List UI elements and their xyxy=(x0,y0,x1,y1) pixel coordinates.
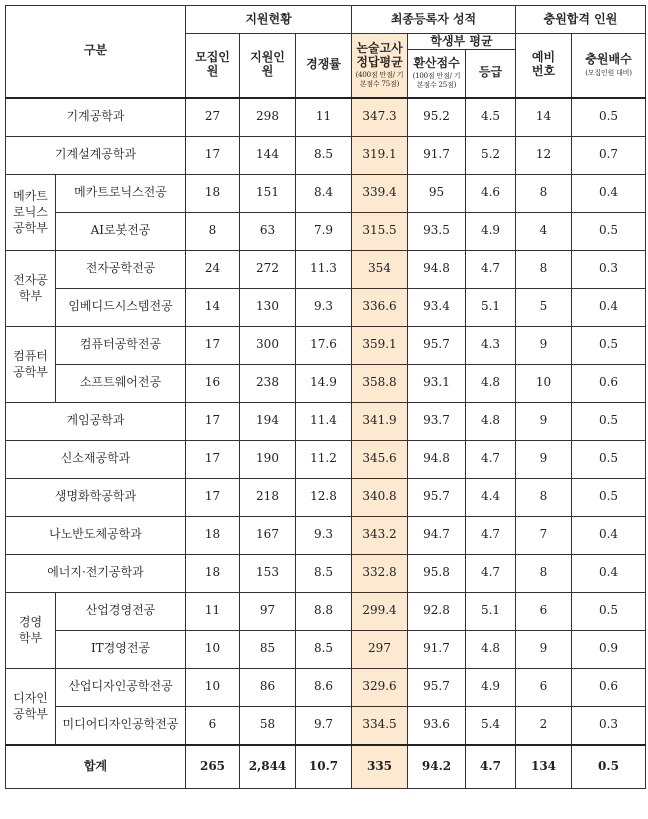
ratio-cell: 8.4 xyxy=(296,174,352,212)
converted-cell: 95.2 xyxy=(408,98,466,137)
reserve-cell: 9 xyxy=(516,402,572,440)
dept-name: 미디어디자인공학전공 xyxy=(56,706,186,745)
ratio-cell: 11.4 xyxy=(296,402,352,440)
group-mechatronics xyxy=(6,174,56,250)
table-row xyxy=(6,554,646,592)
applicants-cell: 218 xyxy=(240,478,296,516)
grade-cell: 4.8 xyxy=(466,364,516,402)
applicants-cell: 153 xyxy=(240,554,296,592)
converted-cell: 95.7 xyxy=(408,478,466,516)
mult-cell: 0.7 xyxy=(572,136,646,174)
mult-cell: 0.5 xyxy=(572,402,646,440)
mult-cell: 0.4 xyxy=(572,516,646,554)
recruit-cell: 17 xyxy=(186,136,240,174)
ratio-cell: 11 xyxy=(296,98,352,137)
dept-name: 기계설계공학과 xyxy=(6,136,186,174)
dept-name: 소프트웨어전공 xyxy=(56,364,186,402)
ratio-header xyxy=(572,34,646,98)
dept-name: 메카트로닉스전공 xyxy=(56,174,186,212)
converted-cell: 95 xyxy=(408,174,466,212)
ratio-cell: 9.7 xyxy=(296,706,352,745)
applicants-cell: 300 xyxy=(240,326,296,364)
reserve-cell: 9 xyxy=(516,326,572,364)
converted-header-title: 환산점수 xyxy=(413,56,460,71)
mult-cell: 0.3 xyxy=(572,250,646,288)
converted-header xyxy=(408,50,466,98)
recruit-header-text: 모집인원 xyxy=(195,50,230,79)
total-applicants: 2,844 xyxy=(240,745,296,789)
converted-cell: 91.7 xyxy=(408,136,466,174)
applicants-cell: 85 xyxy=(240,630,296,668)
total-converted: 94.2 xyxy=(408,745,466,789)
applicants-cell: 58 xyxy=(240,706,296,745)
hs-avg-header: 학생부 평균 xyxy=(408,34,516,50)
grade-cell: 5.1 xyxy=(466,288,516,326)
mult-cell: 0.6 xyxy=(572,668,646,706)
converted-cell: 93.1 xyxy=(408,364,466,402)
grade-cell: 4.9 xyxy=(466,668,516,706)
mult-cell: 0.5 xyxy=(572,440,646,478)
total-row xyxy=(6,745,646,789)
reserve-cell: 8 xyxy=(516,174,572,212)
essay-cell: 354 xyxy=(352,250,408,288)
group-label: 메카트로닉스공학부 xyxy=(13,188,48,236)
dept-name: 생명화학공학과 xyxy=(6,478,186,516)
converted-cell: 93.5 xyxy=(408,212,466,250)
admission-table-container xyxy=(5,5,646,789)
mult-cell: 0.3 xyxy=(572,706,646,745)
recruit-cell: 18 xyxy=(186,516,240,554)
grade-header: 등급 xyxy=(466,50,516,98)
applicants-cell: 190 xyxy=(240,440,296,478)
mult-cell: 0.5 xyxy=(572,592,646,630)
essay-cell: 319.1 xyxy=(352,136,408,174)
dept-name: 임베디드시스템전공 xyxy=(56,288,186,326)
mult-cell: 0.5 xyxy=(572,326,646,364)
applicants-cell: 86 xyxy=(240,668,296,706)
grade-cell: 4.4 xyxy=(466,478,516,516)
ratio-cell: 12.8 xyxy=(296,478,352,516)
total-reserve: 134 xyxy=(516,745,572,789)
grade-cell: 4.7 xyxy=(466,250,516,288)
dept-name: 게임공학과 xyxy=(6,402,186,440)
mult-cell: 0.5 xyxy=(572,478,646,516)
reserve-cell: 4 xyxy=(516,212,572,250)
recruit-cell: 6 xyxy=(186,706,240,745)
ratio-cell: 8.5 xyxy=(296,136,352,174)
group-electronics xyxy=(6,250,56,326)
group-label: 컴퓨터공학부 xyxy=(13,348,48,379)
essay-header-note: (400점 만점/ 기본점수 75점) xyxy=(355,70,404,88)
reserve-header xyxy=(516,34,572,98)
mult-cell: 0.4 xyxy=(572,554,646,592)
reserve-cell: 2 xyxy=(516,706,572,745)
recruit-cell: 8 xyxy=(186,212,240,250)
essay-header xyxy=(352,34,408,98)
applicants-cell: 151 xyxy=(240,174,296,212)
mult-cell: 0.6 xyxy=(572,364,646,402)
converted-cell: 94.8 xyxy=(408,440,466,478)
applicants-cell: 130 xyxy=(240,288,296,326)
essay-cell: 341.9 xyxy=(352,402,408,440)
ratio-cell: 11.3 xyxy=(296,250,352,288)
converted-cell: 95.8 xyxy=(408,554,466,592)
reserve-cell: 7 xyxy=(516,516,572,554)
dept-name: 나노반도체공학과 xyxy=(6,516,186,554)
ratio-cell: 8.8 xyxy=(296,592,352,630)
mult-cell: 0.5 xyxy=(572,212,646,250)
converted-cell: 95.7 xyxy=(408,668,466,706)
applicants-cell: 63 xyxy=(240,212,296,250)
dept-name: IT경영전공 xyxy=(56,630,186,668)
essay-cell: 297 xyxy=(352,630,408,668)
ratio-header-title: 충원배수 xyxy=(585,51,632,66)
recruit-cell: 18 xyxy=(186,554,240,592)
converted-cell: 91.7 xyxy=(408,630,466,668)
ratio-cell: 8.6 xyxy=(296,668,352,706)
dept-name: 에너지·전기공학과 xyxy=(6,554,186,592)
converted-cell: 93.7 xyxy=(408,402,466,440)
ratio-cell: 14.9 xyxy=(296,364,352,402)
converted-cell: 95.7 xyxy=(408,326,466,364)
total-recruit: 265 xyxy=(186,745,240,789)
dept-name: 산업디자인공학전공 xyxy=(56,668,186,706)
essay-cell: 334.5 xyxy=(352,706,408,745)
table-row xyxy=(6,136,646,174)
reserve-cell: 10 xyxy=(516,364,572,402)
group-business xyxy=(6,592,56,668)
recruit-cell: 11 xyxy=(186,592,240,630)
recruit-cell: 18 xyxy=(186,174,240,212)
essay-cell: 347.3 xyxy=(352,98,408,137)
total-label: 합계 xyxy=(6,745,186,789)
table-row xyxy=(6,668,646,706)
essay-cell: 299.4 xyxy=(352,592,408,630)
converted-cell: 93.6 xyxy=(408,706,466,745)
ratio-cell: 9.3 xyxy=(296,288,352,326)
ratio-cell: 8.5 xyxy=(296,630,352,668)
mult-cell: 0.4 xyxy=(572,288,646,326)
recruit-cell: 27 xyxy=(186,98,240,137)
grade-cell: 4.3 xyxy=(466,326,516,364)
essay-cell: 340.8 xyxy=(352,478,408,516)
total-essay: 335 xyxy=(352,745,408,789)
applicants-header-text: 지원인원 xyxy=(250,50,285,79)
mult-cell: 0.5 xyxy=(572,98,646,137)
table-row xyxy=(6,706,646,745)
grade-cell: 4.6 xyxy=(466,174,516,212)
converted-cell: 94.7 xyxy=(408,516,466,554)
reserve-cell: 8 xyxy=(516,250,572,288)
table-row xyxy=(6,440,646,478)
final-scores-header: 최종등록자 성적 xyxy=(352,6,516,34)
table-row xyxy=(6,516,646,554)
competition-header: 경쟁률 xyxy=(296,34,352,98)
group-design xyxy=(6,668,56,745)
dept-name: 컴퓨터공학전공 xyxy=(56,326,186,364)
converted-cell: 92.8 xyxy=(408,592,466,630)
total-ratio: 10.7 xyxy=(296,745,352,789)
applicants-cell: 144 xyxy=(240,136,296,174)
table-row xyxy=(6,478,646,516)
table-row xyxy=(6,402,646,440)
applicants-cell: 298 xyxy=(240,98,296,137)
group-label: 경영학부 xyxy=(18,614,43,645)
recruit-cell: 16 xyxy=(186,364,240,402)
dept-name: AI로봇전공 xyxy=(56,212,186,250)
grade-cell: 4.8 xyxy=(466,402,516,440)
table-row xyxy=(6,630,646,668)
essay-cell: 329.6 xyxy=(352,668,408,706)
essay-cell: 358.8 xyxy=(352,364,408,402)
recruit-header xyxy=(186,34,240,98)
reserve-cell: 6 xyxy=(516,668,572,706)
reserve-cell: 8 xyxy=(516,554,572,592)
recruit-cell: 14 xyxy=(186,288,240,326)
grade-cell: 4.7 xyxy=(466,516,516,554)
group-label: 전자공학부 xyxy=(13,272,48,303)
recruit-cell: 10 xyxy=(186,668,240,706)
grade-cell: 5.4 xyxy=(466,706,516,745)
table-row xyxy=(6,288,646,326)
table-row xyxy=(6,326,646,364)
grade-cell: 4.5 xyxy=(466,98,516,137)
dept-name: 신소재공학과 xyxy=(6,440,186,478)
reserve-cell: 12 xyxy=(516,136,572,174)
recruit-cell: 17 xyxy=(186,478,240,516)
essay-cell: 315.5 xyxy=(352,212,408,250)
recruit-cell: 17 xyxy=(186,440,240,478)
table-row xyxy=(6,250,646,288)
reserve-cell: 9 xyxy=(516,630,572,668)
ratio-cell: 7.9 xyxy=(296,212,352,250)
applicants-header xyxy=(240,34,296,98)
ratio-cell: 8.5 xyxy=(296,554,352,592)
table-row xyxy=(6,174,646,212)
grade-cell: 4.7 xyxy=(466,554,516,592)
applicants-cell: 97 xyxy=(240,592,296,630)
recruit-cell: 10 xyxy=(186,630,240,668)
essay-cell: 339.4 xyxy=(352,174,408,212)
mult-cell: 0.9 xyxy=(572,630,646,668)
converted-cell: 93.4 xyxy=(408,288,466,326)
grade-cell: 5.1 xyxy=(466,592,516,630)
apply-status-header: 지원현황 xyxy=(186,6,352,34)
reserve-cell: 8 xyxy=(516,478,572,516)
total-grade: 4.7 xyxy=(466,745,516,789)
group-label: 디자인공학부 xyxy=(13,690,48,721)
reserve-header-text: 예비번호 xyxy=(531,50,556,79)
reserve-cell: 5 xyxy=(516,288,572,326)
essay-cell: 343.2 xyxy=(352,516,408,554)
applicants-cell: 167 xyxy=(240,516,296,554)
applicants-cell: 194 xyxy=(240,402,296,440)
ratio-cell: 9.3 xyxy=(296,516,352,554)
table-row xyxy=(6,592,646,630)
recruit-cell: 17 xyxy=(186,402,240,440)
grade-cell: 5.2 xyxy=(466,136,516,174)
dept-name: 산업경영전공 xyxy=(56,592,186,630)
table-row xyxy=(6,364,646,402)
header-row-1 xyxy=(6,6,646,34)
grade-cell: 4.8 xyxy=(466,630,516,668)
applicants-cell: 272 xyxy=(240,250,296,288)
table-row xyxy=(6,98,646,137)
essay-cell: 336.6 xyxy=(352,288,408,326)
mult-cell: 0.4 xyxy=(572,174,646,212)
group-computer xyxy=(6,326,56,402)
category-header: 구분 xyxy=(6,6,186,98)
ratio-cell: 17.6 xyxy=(296,326,352,364)
dept-name: 전자공학전공 xyxy=(56,250,186,288)
essay-header-title: 논술고사 정답평균 xyxy=(356,41,403,69)
dept-name: 기계공학과 xyxy=(6,98,186,137)
converted-cell: 94.8 xyxy=(408,250,466,288)
reserve-cell: 6 xyxy=(516,592,572,630)
ratio-header-note: (모집인원 대비) xyxy=(585,68,632,77)
essay-cell: 332.8 xyxy=(352,554,408,592)
recruit-cell: 17 xyxy=(186,326,240,364)
grade-cell: 4.7 xyxy=(466,440,516,478)
essay-cell: 345.6 xyxy=(352,440,408,478)
table-row xyxy=(6,212,646,250)
recruit-cell: 24 xyxy=(186,250,240,288)
reserve-cell: 14 xyxy=(516,98,572,137)
admission-results-table xyxy=(5,5,646,789)
essay-cell: 359.1 xyxy=(352,326,408,364)
converted-header-note: (100점 만점/ 기본점수 25점) xyxy=(412,71,461,89)
total-mult: 0.5 xyxy=(572,745,646,789)
reserve-cell: 9 xyxy=(516,440,572,478)
additional-pass-header: 충원합격 인원 xyxy=(516,6,646,34)
grade-cell: 4.9 xyxy=(466,212,516,250)
ratio-cell: 11.2 xyxy=(296,440,352,478)
applicants-cell: 238 xyxy=(240,364,296,402)
